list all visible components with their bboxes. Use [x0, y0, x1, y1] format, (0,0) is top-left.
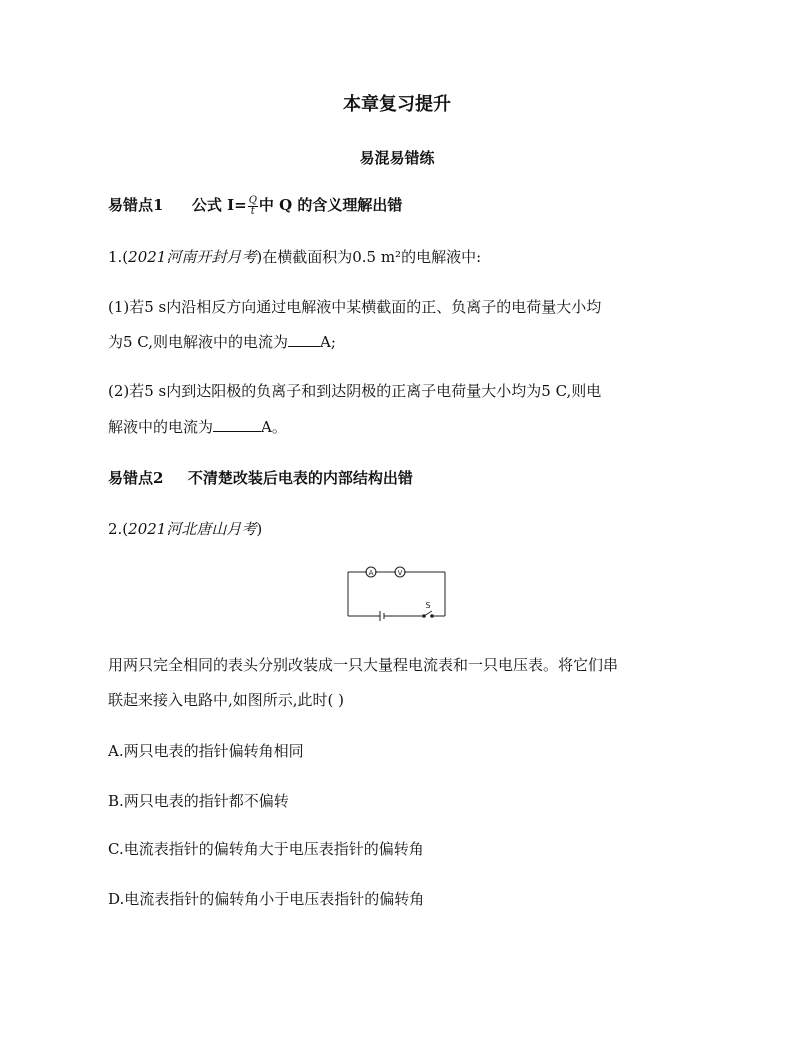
- question-1-part-1-line-2: [108, 331, 336, 352]
- voltmeter-label: V: [397, 569, 403, 577]
- page-title: 本章复习提升: [343, 94, 451, 115]
- question-2-stem-line-1: 用两只完全相同的表头分别改装成一只大量程电流表和一只电压表。将它们串: [108, 656, 619, 674]
- question-1-part-1-line-1: (1)若5 s内沿相反方向通过电解液中某横截面的正、负离子的电荷量大小均: [108, 298, 602, 316]
- section-1-text-after: 中 Q 的含义理解出错: [258, 196, 403, 214]
- option-a[interactable]: A.两只电表的指针偏转角相同: [108, 742, 304, 760]
- switch-contact: [431, 615, 434, 618]
- section-2-label: 易错点2: [108, 469, 164, 487]
- question-2-number: 2.(: [108, 520, 129, 538]
- page-subtitle: 易混易错练: [359, 149, 435, 167]
- question-1-part-2-line-1: (2)若5 s内到达阳极的负离子和到达阴极的正离子电荷量大小均为5 C,则电: [108, 382, 602, 400]
- question-1-part-2-line-2: [108, 416, 287, 437]
- formula-fraction: [248, 196, 258, 217]
- ammeter-label: A: [368, 569, 374, 577]
- answer-blank-1[interactable]: [288, 332, 320, 347]
- section-1-text-before: 公式 I=: [191, 196, 247, 214]
- question-2-header: [108, 518, 262, 539]
- question-1-stem: [108, 246, 481, 267]
- switch-label: S: [425, 601, 431, 610]
- question-1-stem-text: )在横截面积为0.5 m²的电解液中:: [256, 248, 482, 266]
- question-1-number: 1.(: [108, 248, 129, 266]
- question-1-part-2-text: 解液中的电流为: [108, 418, 214, 436]
- section-1-label: 易错点1: [108, 196, 164, 214]
- question-1-part-1-text: 为5 C,则电解液中的电流为: [108, 333, 289, 351]
- answer-blank-2[interactable]: [213, 417, 261, 432]
- section-1-heading: [108, 194, 402, 217]
- section-2-text: 不清楚改装后电表的内部结构出错: [187, 469, 413, 487]
- option-d[interactable]: D.电流表指针的偏转角小于电压表指针的偏转角: [108, 890, 425, 908]
- question-1-source: 2021河南开封月考: [128, 248, 257, 266]
- section-2-heading: [108, 467, 413, 488]
- option-c[interactable]: C.电流表指针的偏转角大于电压表指针的偏转角: [108, 840, 424, 858]
- formula-denominator: t: [250, 205, 255, 217]
- question-2-source: 2021河北唐山月考: [128, 520, 257, 538]
- formula-numerator: Q: [248, 194, 257, 206]
- question-2-stem-line-2: 联起来接入电路中,如图所示,此时( ): [108, 691, 345, 709]
- question-1-part-1-unit: A;: [320, 333, 336, 351]
- option-b[interactable]: B.两只电表的指针都不偏转: [108, 792, 289, 810]
- question-1-part-2-unit: A。: [261, 418, 287, 436]
- circuit-diagram: [340, 560, 450, 626]
- question-2-close: ): [256, 520, 263, 538]
